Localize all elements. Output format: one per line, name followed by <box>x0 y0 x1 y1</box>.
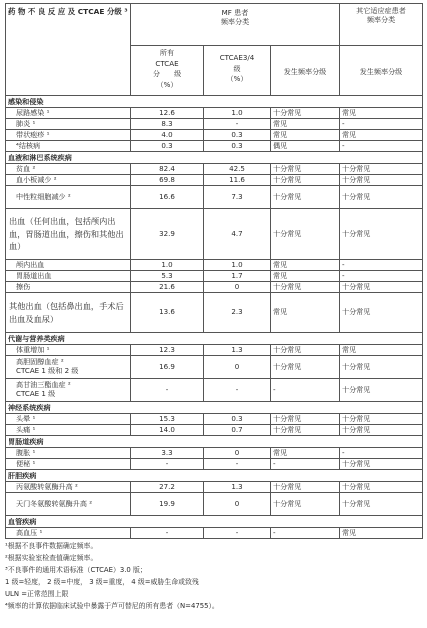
section-header-row <box>6 96 423 108</box>
mf-frequency: 十分常见 <box>271 482 340 493</box>
grade34-percent: 11.6 <box>204 175 271 186</box>
all-grades-percent: 1.0 <box>131 260 204 271</box>
all-grades-percent: 14.0 <box>131 425 204 436</box>
adverse-reaction-name: 其他出血（包括鼻出血，手术后出血及血尿） <box>6 293 131 333</box>
table-row <box>6 141 423 152</box>
section-header-row <box>6 333 423 345</box>
all-grades-percent: 13.6 <box>131 293 204 333</box>
section-title: 肝胆疾病 <box>6 470 423 482</box>
adverse-reaction-name: 血小板减少 ² <box>6 175 131 186</box>
mf-frequency: 十分常见 <box>271 282 340 293</box>
table-row <box>6 175 423 186</box>
table-row <box>6 493 423 516</box>
table-row <box>6 164 423 175</box>
other-frequency: 十分常见 <box>340 175 423 186</box>
other-frequency: - <box>340 260 423 271</box>
all-grades-percent: 12.3 <box>131 345 204 356</box>
other-frequency: 十分常见 <box>340 186 423 209</box>
all-grades-percent: 21.6 <box>131 282 204 293</box>
grade34-percent: 1.3 <box>204 345 271 356</box>
mf-frequency: - <box>271 528 340 539</box>
adverse-reaction-name: 丙氨酸转氨酶升高 ² <box>6 482 131 493</box>
grade34-percent: 1.7 <box>204 271 271 282</box>
other-frequency: 十分常见 <box>340 414 423 425</box>
adverse-reaction-name: 头晕 ¹ <box>6 414 131 425</box>
other-frequency: - <box>340 141 423 152</box>
adverse-reaction-name: 尿路感染 ¹ <box>6 108 131 119</box>
other-frequency: 常见 <box>340 528 423 539</box>
all-grades-percent: 5.3 <box>131 271 204 282</box>
other-frequency: 常见 <box>340 345 423 356</box>
adverse-reaction-name: 高甘油三酯血症 ² CTCAE 1 级 <box>6 379 131 402</box>
section-title: 血液和淋巴系统疾病 <box>6 152 423 164</box>
other-frequency: 十分常见 <box>340 164 423 175</box>
mf-frequency: - <box>271 459 340 470</box>
document-page <box>5 3 422 613</box>
adverse-reaction-name: 擦伤 <box>6 282 131 293</box>
all-grades-percent: 27.2 <box>131 482 204 493</box>
other-frequency: 常见 <box>340 130 423 141</box>
table-row <box>6 282 423 293</box>
mf-frequency: 常见 <box>271 130 340 141</box>
table-row <box>6 260 423 271</box>
grade34-percent: 0 <box>204 282 271 293</box>
mf-frequency: 十分常见 <box>271 108 340 119</box>
table-row <box>6 345 423 356</box>
table-row <box>6 414 423 425</box>
grade34-percent: - <box>204 528 271 539</box>
header-grade34: CTCAE3/4 级 （%） <box>204 46 271 96</box>
section-header-row <box>6 152 423 164</box>
grade34-percent: 0 <box>204 448 271 459</box>
table-row <box>6 209 423 260</box>
grade34-percent: - <box>204 459 271 470</box>
all-grades-percent: 12.6 <box>131 108 204 119</box>
table-row <box>6 119 423 130</box>
mf-frequency: - <box>271 379 340 402</box>
footnote: ⁴频率的计算依据临床试验中暴露于芦可替尼的所有患者（N=4755）。 <box>5 602 219 611</box>
section-header-row <box>6 436 423 448</box>
table-row <box>6 459 423 470</box>
all-grades-percent: - <box>131 379 204 402</box>
table-row <box>6 528 423 539</box>
grade34-percent: 0.7 <box>204 425 271 436</box>
grade34-percent: 0 <box>204 493 271 516</box>
adverse-reaction-name: 腹胀 ¹ <box>6 448 131 459</box>
other-frequency: - <box>340 119 423 130</box>
mf-frequency: 常见 <box>271 448 340 459</box>
grade34-percent: 0 <box>204 356 271 379</box>
section-title: 代谢与营养类疾病 <box>6 333 423 345</box>
mf-frequency: 十分常见 <box>271 414 340 425</box>
mf-frequency: 十分常见 <box>271 356 340 379</box>
mf-frequency: 常见 <box>271 260 340 271</box>
mf-frequency: 十分常见 <box>271 425 340 436</box>
grade34-percent: 2.3 <box>204 293 271 333</box>
mf-frequency: 常见 <box>271 119 340 130</box>
footnote: ULN =正常范围上限 <box>5 590 69 599</box>
header-adr-ctcae: 药 物 不 良 反 应 及 CTCAE 分级 ³ <box>6 4 131 96</box>
other-frequency: 十分常见 <box>340 379 423 402</box>
table-row <box>6 379 423 402</box>
mf-frequency: 十分常见 <box>271 164 340 175</box>
table-row <box>6 482 423 493</box>
other-frequency: 十分常见 <box>340 293 423 333</box>
table-row <box>6 448 423 459</box>
adverse-reaction-name: ⁴结核病 <box>6 141 131 152</box>
grade34-percent: 0.3 <box>204 130 271 141</box>
grade34-percent: 0.3 <box>204 141 271 152</box>
other-frequency: 十分常见 <box>340 356 423 379</box>
all-grades-percent: - <box>131 528 204 539</box>
all-grades-percent: 3.3 <box>131 448 204 459</box>
section-header-row <box>6 516 423 528</box>
mf-frequency: 十分常见 <box>271 493 340 516</box>
section-header-row <box>6 402 423 414</box>
all-grades-percent: 32.9 <box>131 209 204 260</box>
adverse-reaction-name: 肺炎 ¹ <box>6 119 131 130</box>
adverse-reaction-name: 中性粒细胞减少 ² <box>6 186 131 209</box>
adverse-reaction-name: 头痛 ¹ <box>6 425 131 436</box>
grade34-percent: 1.0 <box>204 260 271 271</box>
adverse-reaction-name: 颅内出血 <box>6 260 131 271</box>
all-grades-percent: 4.0 <box>131 130 204 141</box>
header-other-group: 其它适应症患者 频率分类 <box>340 4 423 46</box>
adverse-reaction-name: 高胆固醇血症 ² CTCAE 1 级和 2 级 <box>6 356 131 379</box>
footnote: ¹根据不良事件数据确定频率。 <box>5 542 98 550</box>
all-grades-percent: 19.9 <box>131 493 204 516</box>
grade34-percent: 1.0 <box>204 108 271 119</box>
section-title: 血管疾病 <box>6 516 423 528</box>
grade34-percent: 7.3 <box>204 186 271 209</box>
section-title: 神经系统疾病 <box>6 402 423 414</box>
mf-frequency: 十分常见 <box>271 175 340 186</box>
grade34-percent: 4.7 <box>204 209 271 260</box>
table-row <box>6 425 423 436</box>
mf-frequency: 十分常见 <box>271 209 340 260</box>
table-row <box>6 271 423 282</box>
section-header-row <box>6 470 423 482</box>
mf-frequency: 十分常见 <box>271 186 340 209</box>
all-grades-percent: 0.3 <box>131 141 204 152</box>
all-grades-percent: - <box>131 459 204 470</box>
mf-frequency: 常见 <box>271 293 340 333</box>
all-grades-percent: 8.3 <box>131 119 204 130</box>
mf-frequency: 常见 <box>271 271 340 282</box>
all-grades-percent: 82.4 <box>131 164 204 175</box>
all-grades-percent: 15.3 <box>131 414 204 425</box>
table-row <box>6 356 423 379</box>
other-frequency: 十分常见 <box>340 459 423 470</box>
adverse-reaction-name: 带状疱疹 ¹ <box>6 130 131 141</box>
table-row <box>6 293 423 333</box>
footnote: ³不良事件的通用术语标准（CTCAE）3.0 版； <box>5 566 147 575</box>
other-frequency: 十分常见 <box>340 209 423 260</box>
header-freq-mf: 发生频率分级 <box>271 46 340 96</box>
table-row <box>6 186 423 209</box>
other-frequency: 十分常见 <box>340 482 423 493</box>
mf-frequency: 十分常见 <box>271 345 340 356</box>
header-all-grades: 所有 CTCAE 分 级 （%） <box>131 46 204 96</box>
grade34-percent: 1.3 <box>204 482 271 493</box>
adverse-reaction-name: 胃肠道出血 <box>6 271 131 282</box>
all-grades-percent: 69.8 <box>131 175 204 186</box>
other-frequency: - <box>340 271 423 282</box>
footnote: ²根据实验室检查值确定频率。 <box>5 554 98 563</box>
grade34-percent: 0.3 <box>204 414 271 425</box>
adverse-reaction-name: 便秘 ¹ <box>6 459 131 470</box>
footnotes <box>5 540 422 613</box>
section-title: 感染和侵染 <box>6 96 423 108</box>
table-row <box>6 108 423 119</box>
other-frequency: 十分常见 <box>340 493 423 516</box>
header-freq-other: 发生频率分级 <box>340 46 423 96</box>
grade34-percent: 42.5 <box>204 164 271 175</box>
other-frequency: 十分常见 <box>340 282 423 293</box>
mf-frequency: 偶见 <box>271 141 340 152</box>
adverse-reaction-name: 体重增加 ¹ <box>6 345 131 356</box>
grade34-percent: - <box>204 119 271 130</box>
section-title: 胃肠道疾病 <box>6 436 423 448</box>
other-frequency: - <box>340 448 423 459</box>
adverse-reactions-table <box>5 3 423 539</box>
other-frequency: 十分常见 <box>340 425 423 436</box>
adverse-reaction-name: 天门冬氨酸转氨酶升高 ² <box>6 493 131 516</box>
all-grades-percent: 16.6 <box>131 186 204 209</box>
adverse-reaction-name: 高血压 ¹ <box>6 528 131 539</box>
other-frequency: 常见 <box>340 108 423 119</box>
all-grades-percent: 16.9 <box>131 356 204 379</box>
grade34-percent: - <box>204 379 271 402</box>
footnote: 1 级=轻度， 2 级=中度， 3 级=重度， 4 级=威胁生命或致残 <box>5 578 199 587</box>
adverse-reaction-name: 贫血 ² <box>6 164 131 175</box>
table-row <box>6 130 423 141</box>
adverse-reaction-name: 出血（任何出血，包括颅内出血，胃肠道出血，擦伤和其他出血） <box>6 209 131 260</box>
header-mf-group: MF 患者 频率分类 <box>131 4 340 46</box>
